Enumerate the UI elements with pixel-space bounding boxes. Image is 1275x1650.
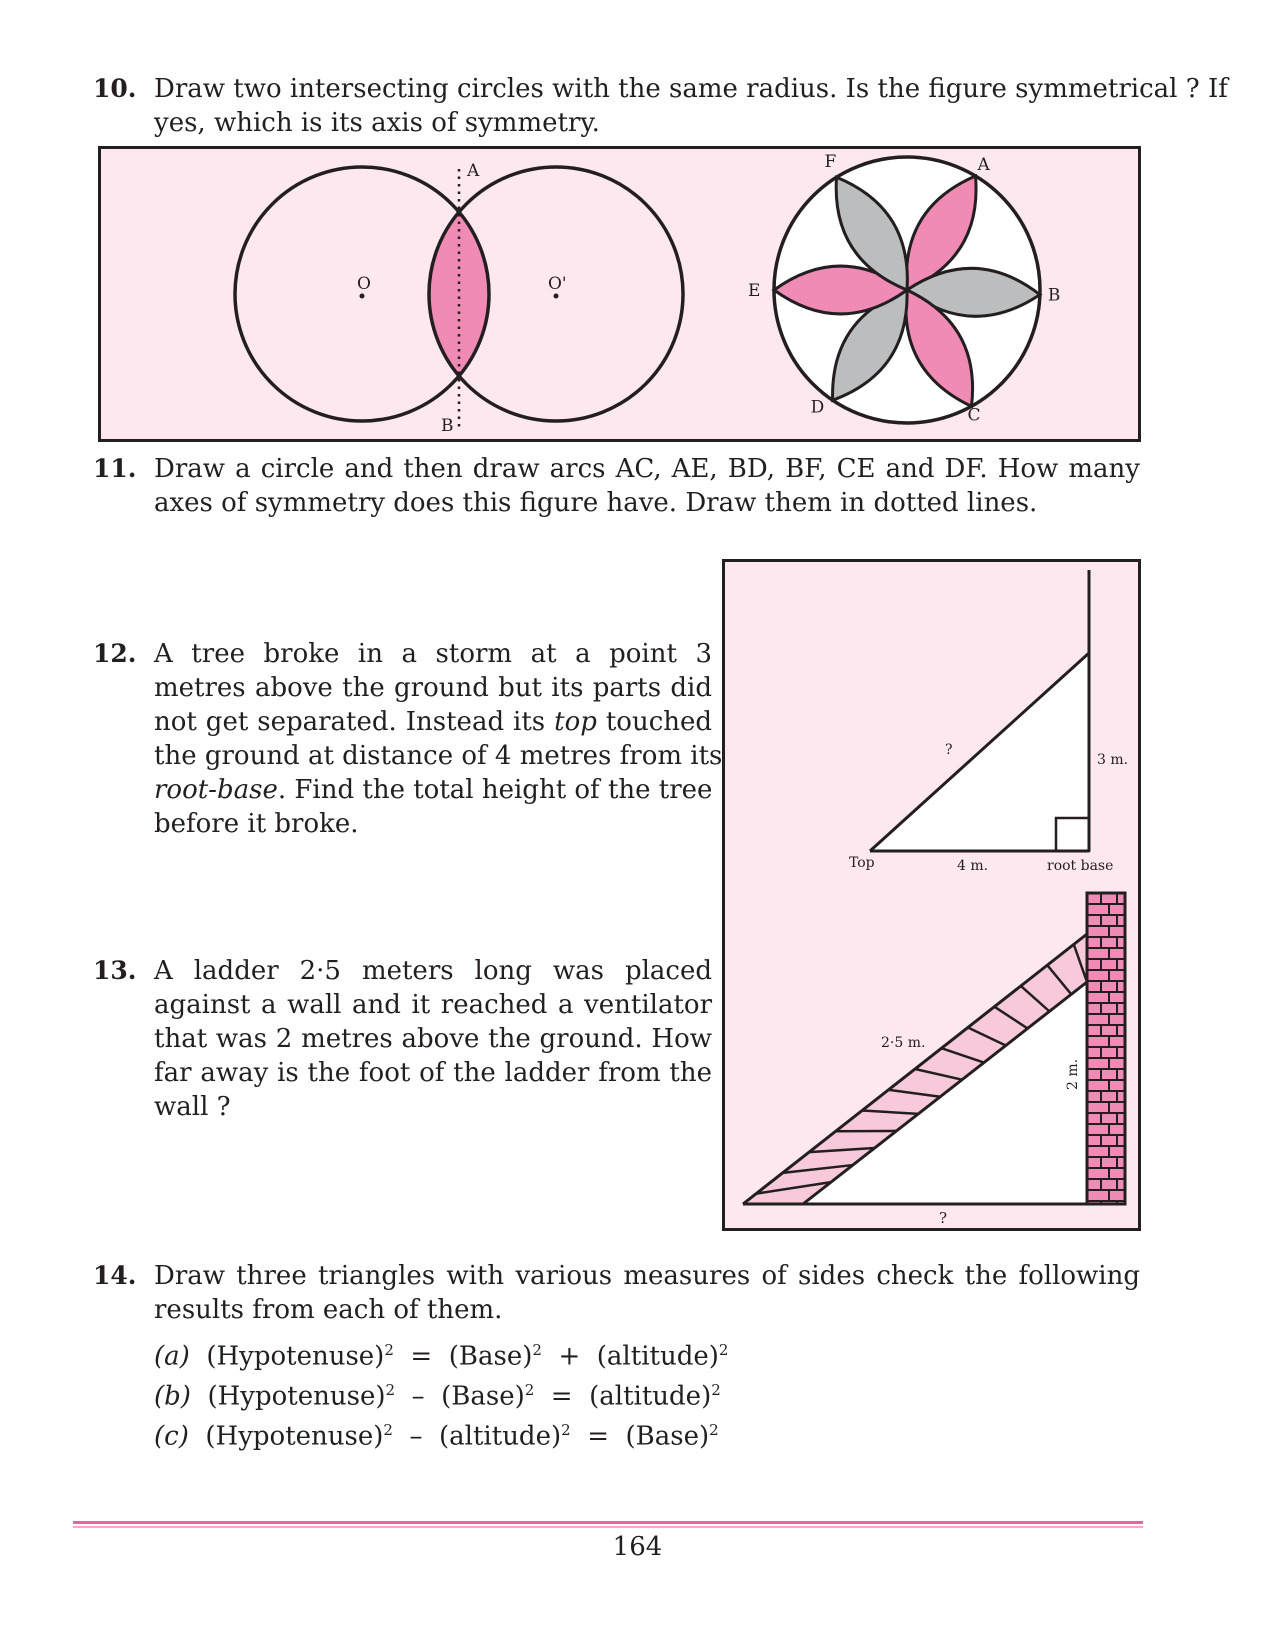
flower-label-a: A <box>977 154 990 175</box>
question-number: 14. <box>93 1261 137 1290</box>
label-o: O <box>357 274 371 294</box>
question-text-line: yes, which is its axis of symmetry. <box>154 108 600 138</box>
question-text-line: results from each of them. <box>154 1295 503 1325</box>
italic-top: top <box>554 707 597 737</box>
label-root-base: root base <box>1047 858 1114 874</box>
question-text-line: A ladder 2·5 meters long was placed <box>154 956 712 986</box>
label-ladder-length: 2·5 m. <box>881 1035 926 1051</box>
flower-label-b: B <box>1047 285 1061 306</box>
label-b: B <box>441 416 454 436</box>
footer-rule-light <box>73 1526 1143 1528</box>
label-wall-height: 2 m. <box>1065 1058 1081 1090</box>
label-o-prime: O' <box>548 274 567 294</box>
flower-label-f: F <box>824 152 837 173</box>
brick-wall <box>1087 893 1125 1204</box>
flower-label-e: E <box>748 281 761 301</box>
question-12 <box>0 637 730 847</box>
question-text-line: A tree broke in a storm at a point 3 <box>154 639 712 669</box>
question-text-line: the ground at distance of 4 metres from its <box>154 741 723 771</box>
question-number: 13. <box>93 956 137 985</box>
question-text-line: not get separated. Instead its top touched <box>154 707 713 737</box>
footer-rule <box>73 1521 1143 1524</box>
question-text-line: that was 2 metres above the ground. How <box>154 1024 712 1054</box>
figure-box-circles <box>98 146 1141 442</box>
formula-a: (a) (Hypotenuse)$^2$ = (Base)$^2$ + (altitude)$^2$ <box>154 1341 729 1372</box>
question-10 <box>0 72 1275 142</box>
question-11 <box>0 452 1275 522</box>
page-number: 164 <box>612 1532 663 1562</box>
flower-label-d: D <box>810 397 825 418</box>
question-text-line: Draw two intersecting circles with the same radius. Is the figure symmetrical ? If <box>154 74 1228 104</box>
italic-root-base: root-base <box>154 775 278 805</box>
question-number: 10. <box>93 74 137 103</box>
question-text-line: axes of symmetry does this figure have. Draw them in dotted lines. <box>154 488 1038 518</box>
question-text-line: against a wall and it reached a ventilator <box>154 990 712 1020</box>
question-14 <box>0 1259 1275 1329</box>
formula-c: (c) (Hypotenuse)$^2$ – (altitude)$^2$ = (Base)$^2$ <box>154 1421 719 1452</box>
formula-b: (b) (Hypotenuse)$^2$ – (Base)$^2$ = (altitude)$^2$ <box>154 1381 721 1412</box>
center-o-dot <box>360 294 365 299</box>
label-height: 3 m. <box>1097 752 1129 768</box>
flower-label-c: C <box>967 405 981 426</box>
figure-box-tree-ladder <box>722 559 1141 1231</box>
label-top: Top <box>849 855 875 871</box>
question-13 <box>0 954 730 1129</box>
question-text-line: wall ? <box>154 1092 231 1122</box>
question-text-line: metres above the ground but its parts did <box>154 673 712 703</box>
question-text-line: far away is the foot of the ladder from the <box>154 1058 712 1088</box>
center-o-prime-dot <box>554 294 559 299</box>
label-ladder-distance: ? <box>939 1209 948 1227</box>
question-text-line: before it broke. <box>154 809 359 839</box>
label-a: A <box>467 161 480 181</box>
figures-q10-q11 <box>101 149 1138 439</box>
label-base: 4 m. <box>957 858 989 874</box>
question-text-line: root-base. Find the total height of the tree <box>154 775 713 805</box>
figures-q12-q13 <box>725 562 1138 1228</box>
question-text-line: Draw a circle and then draw arcs AC, AE, BD, BF, CE and DF. How many <box>154 454 1140 484</box>
label-hypotenuse: ? <box>945 742 953 758</box>
question-number: 12. <box>93 639 137 668</box>
question-text-line: Draw three triangles with various measures of sides check the following <box>154 1261 1140 1291</box>
question-number: 11. <box>93 454 137 483</box>
flower-figure <box>748 152 1060 425</box>
